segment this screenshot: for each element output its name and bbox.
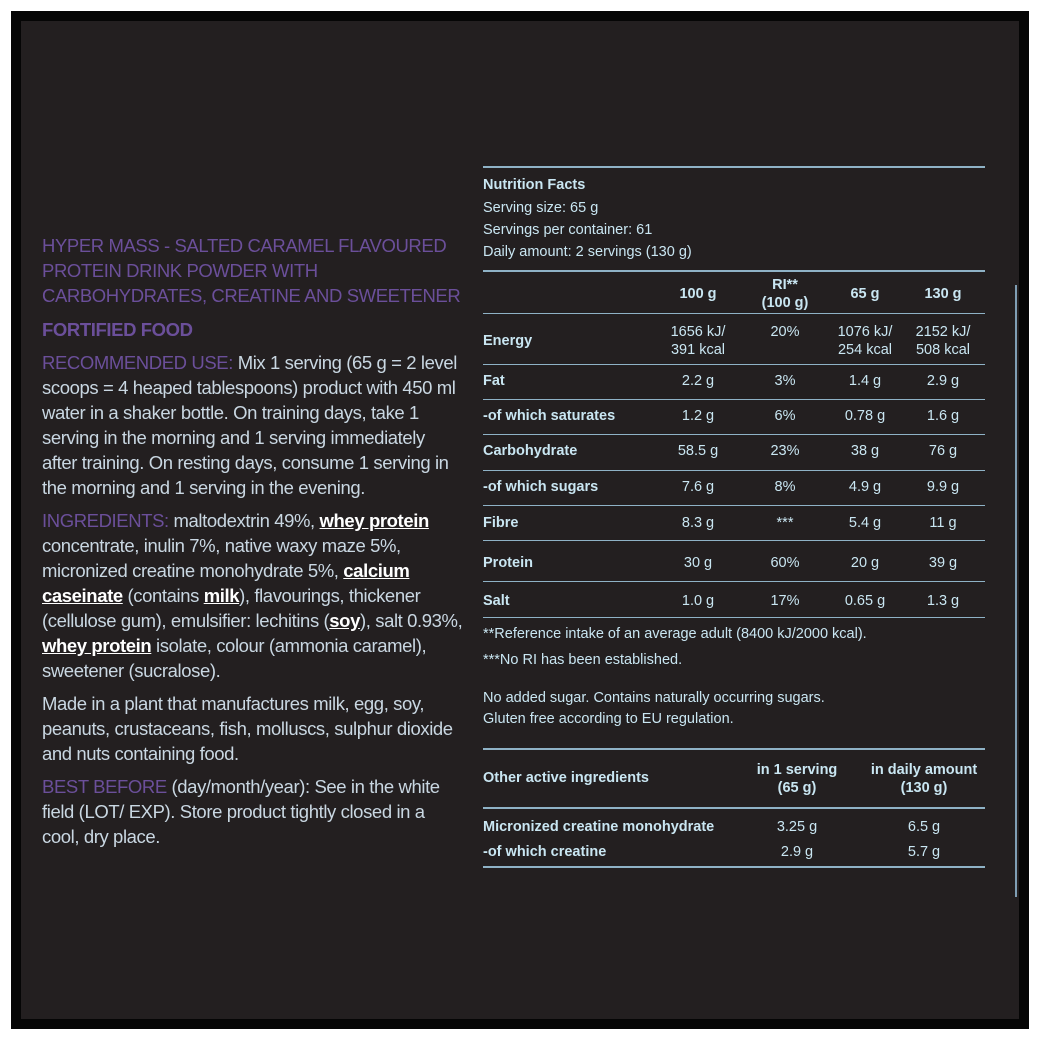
nutrient-value: 1656 kJ/ 391 kcal bbox=[670, 324, 726, 358]
ingredients-label: INGREDIENTS: bbox=[42, 510, 169, 531]
recommended-use-label: RECOMMENDED USE: bbox=[42, 352, 233, 373]
row-label-energy: Energy bbox=[483, 333, 533, 349]
nutrient-value: 1.2 g bbox=[681, 408, 715, 424]
active-ingredient-value: 6.5 g bbox=[907, 819, 941, 835]
active-ingredient-label: -of which creatine bbox=[483, 844, 607, 860]
ingredients-text: isolate, colour (ammonia caramel), sweetener (sucralose). bbox=[42, 635, 427, 681]
nutrient-value: 9.9 g bbox=[926, 479, 960, 495]
nutrient-value: 8.3 g bbox=[681, 515, 715, 531]
nutrient-value: 1.3 g bbox=[926, 593, 960, 609]
rule bbox=[483, 866, 985, 868]
nutrient-value: 1.0 g bbox=[681, 593, 715, 609]
best-before-text: (day/month/year): See in the white field (LOT/ EXP). Store product tightly closed in a cool, dry place. bbox=[42, 776, 440, 847]
col-header-daily-amount: in daily amount (130 g) bbox=[870, 762, 978, 796]
allergen-statement: Made in a plant that manufactures milk, egg, soy, peanuts, crustaceans, fish, molluscs, sulphur dioxide and nuts containing food. bbox=[42, 693, 453, 764]
ingredients-text: concentrate, inulin 7%, native waxy maze 5%, micronized creatine monohydrate 5%, bbox=[42, 535, 401, 581]
row-label-of-which-sugars: -of which sugars bbox=[483, 479, 599, 495]
allergen-milk: milk bbox=[203, 585, 240, 606]
footnote-no-ri: ***No RI has been established. bbox=[483, 652, 683, 668]
nutrient-value: 1.6 g bbox=[926, 408, 960, 424]
row-label-fat: Fat bbox=[483, 373, 505, 389]
nutrient-value: 23% bbox=[770, 443, 800, 459]
active-ingredients-heading: Other active ingredients bbox=[483, 770, 649, 786]
column-header: 100 g bbox=[679, 286, 717, 302]
nutrient-value: 7.6 g bbox=[681, 479, 715, 495]
row-rule bbox=[483, 617, 985, 618]
servings-per-container: Servings per container: 61 bbox=[483, 222, 653, 238]
nutrient-value: 0.65 g bbox=[844, 593, 886, 609]
note-gluten: Gluten free according to EU regulation. bbox=[483, 711, 734, 727]
recommended-use bbox=[42, 350, 464, 500]
row-label-of-which-saturates: -of which saturates bbox=[483, 408, 616, 424]
col-header-one-serving: in 1 serving (65 g) bbox=[756, 762, 838, 796]
nutrient-value: 1076 kJ/ 254 kcal bbox=[837, 324, 893, 358]
nutrient-value: 2152 kJ/ 508 kcal bbox=[915, 324, 971, 358]
ingredients-text: ), salt 0.93%, bbox=[359, 610, 463, 631]
ingredients-text: (contains bbox=[122, 585, 204, 606]
product-title: HYPER MASS - SALTED CARAMEL FLAVOURED PROTEIN DRINK POWDER WITH CARBOHYDRATES, CREATINE AND SWEETENER bbox=[42, 235, 461, 306]
ingredients bbox=[42, 508, 464, 683]
nutrient-value: 60% bbox=[770, 555, 800, 571]
ingredients-text: ), flavourings, thickener (cellulose gum), emulsifier: lechitins ( bbox=[42, 585, 421, 631]
nutrient-value: 6% bbox=[774, 408, 796, 424]
nutrient-value: 39 g bbox=[928, 555, 958, 571]
edge-line bbox=[1015, 285, 1017, 897]
row-label-carbohydrate: Carbohydrate bbox=[483, 443, 578, 459]
recommended-use-text: Mix 1 serving (65 g = 2 level scoops = 4 heaped tablespoons) product with 450 ml water in a shaker bottle. On training days, take 1 serving in the morning and 1 serving immediately after training. On resting days, consume 1 serving in the morning and 1 serving in the evening. bbox=[42, 352, 457, 498]
nutrient-value: 2.9 g bbox=[926, 373, 960, 389]
row-rule bbox=[483, 434, 985, 435]
rule bbox=[483, 270, 985, 272]
nutrient-value: 3% bbox=[774, 373, 796, 389]
allergen-whey-protein: whey protein bbox=[42, 635, 152, 656]
allergen-whey-protein: whey protein bbox=[319, 510, 429, 531]
note-sugar: No added sugar. Contains naturally occurring sugars. bbox=[483, 690, 825, 706]
allergen-calcium-caseinate: calcium caseinate bbox=[42, 560, 410, 606]
row-label-salt: Salt bbox=[483, 593, 510, 609]
row-rule bbox=[483, 399, 985, 400]
nutrient-value: 58.5 g bbox=[677, 443, 719, 459]
rule bbox=[483, 748, 985, 750]
active-ingredient-value: 2.9 g bbox=[780, 844, 814, 860]
nutrient-value: 8% bbox=[774, 479, 796, 495]
active-ingredient-value: 3.25 g bbox=[776, 819, 818, 835]
active-ingredient-label: Micronized creatine monohydrate bbox=[483, 819, 715, 835]
row-rule bbox=[483, 364, 985, 365]
nutrient-value: 0.78 g bbox=[844, 408, 886, 424]
nutrient-value: 2.2 g bbox=[681, 373, 715, 389]
nutrient-value: 11 g bbox=[929, 515, 957, 531]
row-label-protein: Protein bbox=[483, 555, 533, 571]
header-rule bbox=[483, 313, 985, 314]
daily-amount: Daily amount: 2 servings (130 g) bbox=[483, 244, 692, 260]
column-header: 130 g bbox=[924, 286, 962, 302]
row-rule bbox=[483, 470, 985, 471]
nutrient-value: 4.9 g bbox=[848, 479, 882, 495]
nutrient-value: 30 g bbox=[683, 555, 713, 571]
nutrient-value: *** bbox=[776, 515, 794, 531]
nutrient-value: 76 g bbox=[928, 443, 958, 459]
row-rule bbox=[483, 540, 985, 541]
ingredients-text: maltodextrin 49%, bbox=[168, 510, 320, 531]
allergen-soy: soy bbox=[329, 610, 360, 631]
nutrient-value: 20 g bbox=[850, 555, 880, 571]
nutrient-value: 38 g bbox=[850, 443, 880, 459]
rule bbox=[483, 807, 985, 809]
serving-size: Serving size: 65 g bbox=[483, 200, 599, 216]
row-rule bbox=[483, 581, 985, 582]
column-header: RI** (100 g) bbox=[761, 277, 809, 311]
best-before bbox=[42, 774, 464, 849]
row-rule bbox=[483, 505, 985, 506]
rule bbox=[483, 166, 985, 168]
nutrient-value: 1.4 g bbox=[848, 373, 882, 389]
row-label-fibre: Fibre bbox=[483, 515, 519, 531]
column-header: 65 g bbox=[850, 286, 880, 302]
product-description bbox=[42, 233, 464, 849]
fortified-food-label: FORTIFIED FOOD bbox=[42, 319, 193, 340]
nutrient-value: 20% bbox=[770, 324, 800, 340]
nutrient-value: 17% bbox=[770, 593, 800, 609]
best-before-label: BEST BEFORE bbox=[42, 776, 167, 797]
footnote-reference-intake: **Reference intake of an average adult (8400 kJ/2000 kcal). bbox=[483, 626, 867, 642]
nutrient-value: 5.4 g bbox=[848, 515, 882, 531]
nutrition-heading: Nutrition Facts bbox=[483, 177, 586, 193]
active-ingredient-value: 5.7 g bbox=[907, 844, 941, 860]
